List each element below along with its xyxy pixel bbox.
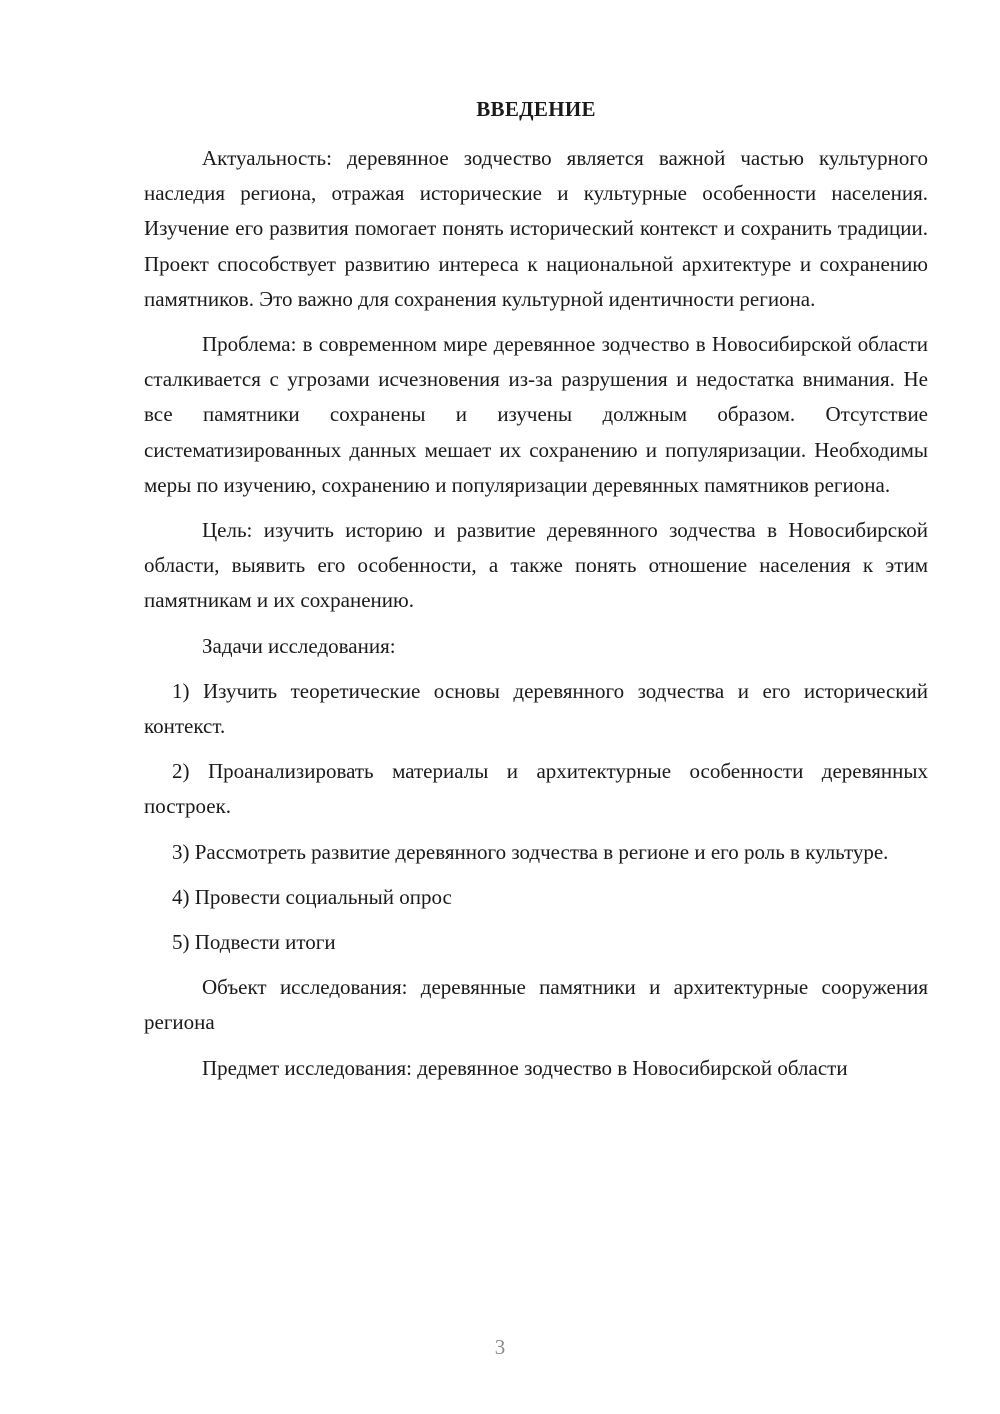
paragraph-problem: Проблема: в современном мире деревянное зодчество в Новосибирской области сталкивается с угрозами исчезновения из-за разрушения и недостатка внимания. Не все памятники сохранены и изучены должным образом. Отсутствие систематизированных данных мешает их сохранению и популяризации. Необходимы меры по изучению, сохранению и популяризации деревянных памятников региона. [144, 332, 928, 497]
task-item-5: 5) Подвести итоги [172, 930, 336, 955]
task-item-2: 2) Проанализировать материалы и архитектурные особенности деревянных построек. [144, 759, 928, 819]
tasks-heading: Задачи исследования: [202, 633, 396, 658]
page-title: ВВЕДЕНИЕ [476, 97, 596, 121]
task-item-3: 3) Рассмотреть развитие деревянного зодчества в регионе и его роль в культуре. [172, 839, 889, 864]
page-number: 3 [494, 1335, 506, 1359]
page-content [144, 92, 928, 1086]
paragraph-subject: Предмет исследования: деревянное зодчество в Новосибирской области [202, 1055, 848, 1080]
task-item-1: 1) Изучить теоретические основы деревянного зодчества и его исторический контекст. [144, 678, 928, 739]
paragraph-object: Объект исследования: деревянные памятники и архитектурные сооружения региона [144, 975, 928, 1035]
paragraph-goal: Цель: изучить историю и развитие деревянного зодчества в Новосибирской области, выявить его особенности, а также понять отношение населения к этим памятникам и их сохранению. [144, 518, 928, 613]
paragraph-relevance: Актуальность: деревянное зодчество является важной частью культурного наследия региона, отражая исторические и культурные особенности населения. Изучение его развития помогает понять исторический контекст и сохранить традиции. Проект способствует развитию интереса к национальной архитектуре и сохранению памятников. Это важно для сохранения культурной идентичности региона. [144, 146, 928, 311]
task-item-4: 4) Провести социальный опрос [172, 884, 452, 909]
